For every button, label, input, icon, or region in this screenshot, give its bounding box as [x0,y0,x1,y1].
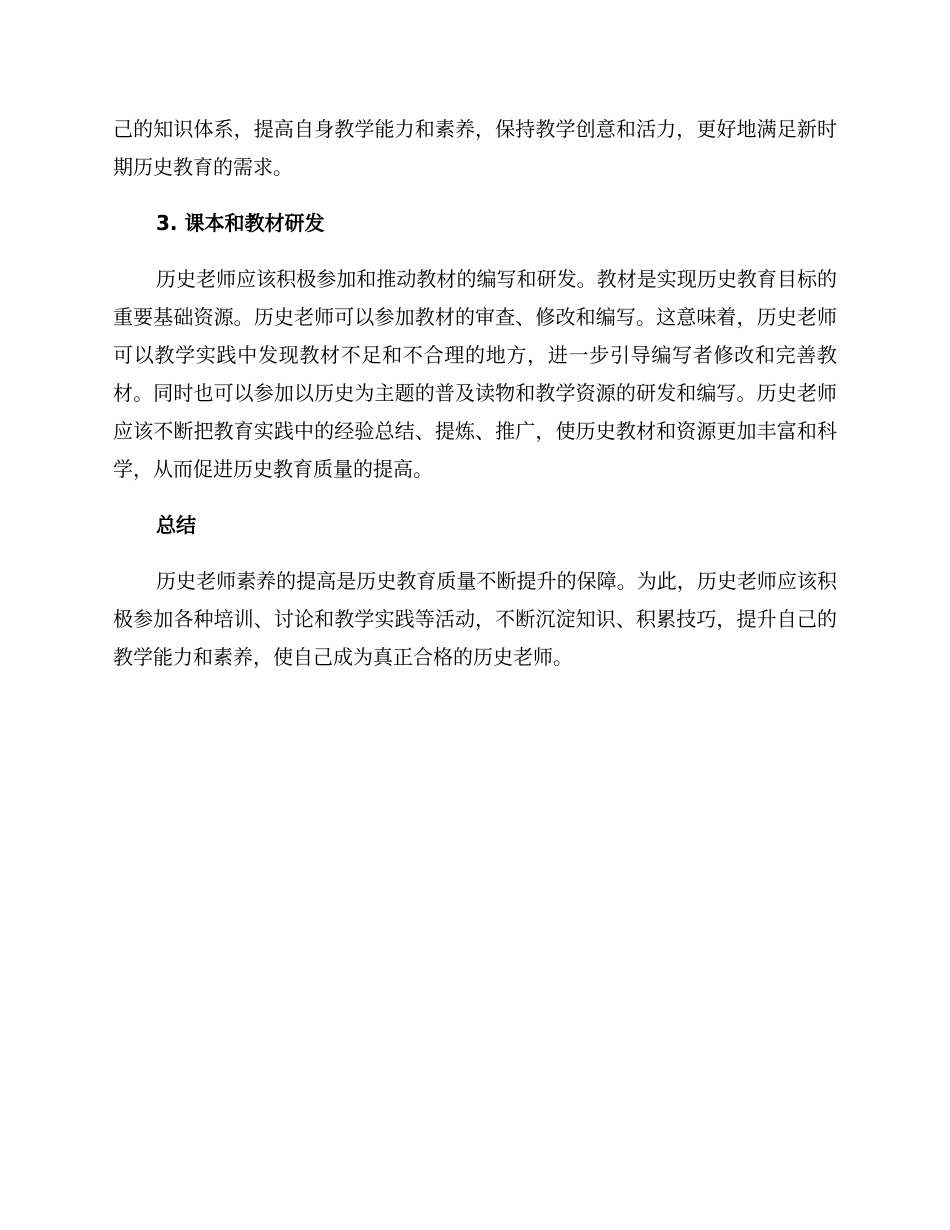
continued-paragraph: 己的知识体系，提高自身教学能力和素养，保持教学创意和活力，更好地满足新时期历史教育的需求。 [113,117,837,179]
section-heading-textbook-development: 3. 课本和教材研发 [156,211,325,235]
document-body [113,110,837,694]
section-heading-summary: 总结 [156,513,196,537]
section-paragraph-textbook-development: 历史老师应该积极参加和推动教材的编写和研发。教材是实现历史教育目标的重要基础资源。历史老师可以参加教材的审查、修改和编写。这意味着，历史老师可以教学实践中发现教材不足和不合理的地方，进一步引导编写者修改和完善教材。同时也可以参加以历史为主题的普及读物和教学资源的研发和编写。历史老师应该不断把教育实践中的经验总结、提炼、推广，使历史教材和资源更加丰富和科学，从而促进历史教育质量的提高。 [113,267,837,481]
section-paragraph-summary: 历史老师素养的提高是历史教育质量不断提升的保障。为此，历史老师应该积极参加各种培训、讨论和教学实践等活动，不断沉淀知识、积累技巧，提升自己的教学能力和素养，使自己成为真正合格的历史老师。 [113,569,837,669]
